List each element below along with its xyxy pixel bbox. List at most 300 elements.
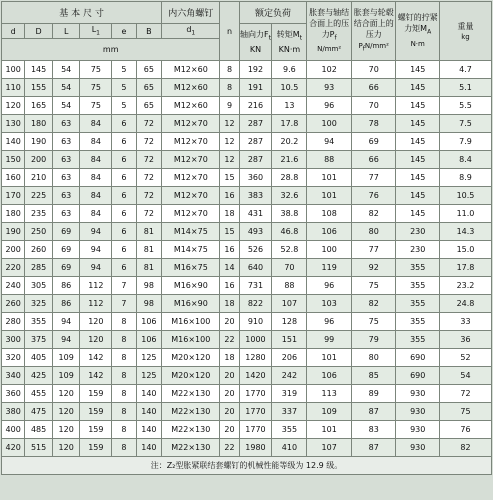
cell-axial-force: 1770 [239, 385, 272, 403]
cell-D: 190 [25, 133, 53, 151]
cell-tightening-torque: 930 [396, 385, 439, 403]
table-row [2, 187, 492, 205]
cell-e: 8 [112, 331, 136, 349]
cell-tightening-torque: 355 [396, 259, 439, 277]
cell-axial-force: 287 [239, 151, 272, 169]
cell-shaft-pressure: 96 [307, 313, 352, 331]
cell-B: 72 [136, 205, 161, 223]
cell-n: 20 [220, 313, 239, 331]
cell-hub-pressure: 82 [351, 205, 396, 223]
cell-bolt: M20×120 [162, 367, 220, 385]
cell-L: 69 [52, 241, 80, 259]
cell-hub-pressure: 70 [351, 61, 396, 79]
cell-L: 120 [52, 439, 80, 457]
table-row [2, 421, 492, 439]
cell-hub-pressure: 76 [351, 187, 396, 205]
header-torque-unit: N·m [410, 39, 425, 48]
cell-bolt: M14×75 [162, 223, 220, 241]
cell-torque: 10.5 [272, 79, 307, 97]
header-axial-force: 轴向力$F_t$ KN [239, 24, 272, 61]
cell-bolt: M14×75 [162, 241, 220, 259]
cell-hub-pressure: 77 [351, 169, 396, 187]
cell-axial-force: 1770 [239, 403, 272, 421]
cell-axial-force: 1280 [239, 349, 272, 367]
cell-torque: 410 [272, 439, 307, 457]
cell-tightening-torque: 145 [396, 79, 439, 97]
cell-n: 22 [220, 331, 239, 349]
cell-tightening-torque: 230 [396, 241, 439, 259]
cell-torque: 337 [272, 403, 307, 421]
cell-weight: 5.1 [439, 79, 491, 97]
cell-L1: 112 [80, 277, 112, 295]
cell-L1: 142 [80, 349, 112, 367]
cell-torque: 242 [272, 367, 307, 385]
cell-L1: 75 [80, 79, 112, 97]
cell-hub-pressure: 70 [351, 97, 396, 115]
cell-axial-force: 191 [239, 79, 272, 97]
cell-torque: 70 [272, 259, 307, 277]
cell-n: 16 [220, 241, 239, 259]
header-n: n [220, 2, 239, 61]
cell-L: 69 [52, 259, 80, 277]
table-row [2, 241, 492, 259]
cell-n: 20 [220, 385, 239, 403]
cell-L1: 112 [80, 295, 112, 313]
cell-B: 140 [136, 403, 161, 421]
cell-n: 20 [220, 403, 239, 421]
cell-n: 20 [220, 421, 239, 439]
unit-mm: mm [2, 39, 220, 61]
cell-B: 81 [136, 259, 161, 277]
cell-tightening-torque: 690 [396, 367, 439, 385]
table-row [2, 133, 492, 151]
cell-L1: 159 [80, 439, 112, 457]
cell-shaft-pressure: 96 [307, 97, 352, 115]
cell-tightening-torque: 690 [396, 349, 439, 367]
cell-L: 54 [52, 97, 80, 115]
cell-hub-pressure: 87 [351, 439, 396, 457]
cell-axial-force: 1420 [239, 367, 272, 385]
cell-n: 14 [220, 259, 239, 277]
cell-L: 120 [52, 421, 80, 439]
header-axial-force-unit: KN [249, 44, 262, 54]
header-hub-pressure: 胀套与轮毂结合面上的压力 $P_fN$/mm² [351, 2, 396, 61]
cell-bolt: M22×130 [162, 385, 220, 403]
cell-d: 280 [2, 313, 25, 331]
cell-L: 63 [52, 205, 80, 223]
cell-bolt: M16×75 [162, 259, 220, 277]
cell-weight: 82 [439, 439, 491, 457]
header-torque-mt: 转矩$M_t$ KN·m [272, 24, 307, 61]
col-e: e [112, 24, 136, 39]
table-row [2, 97, 492, 115]
cell-axial-force: 431 [239, 205, 272, 223]
cell-D: 165 [25, 97, 53, 115]
cell-B: 106 [136, 331, 161, 349]
col-d1: $d_1$ [162, 24, 220, 39]
cell-d: 100 [2, 61, 25, 79]
cell-e: 6 [112, 241, 136, 259]
cell-tightening-torque: 145 [396, 97, 439, 115]
cell-n: 18 [220, 205, 239, 223]
cell-weight: 7.5 [439, 115, 491, 133]
cell-B: 125 [136, 349, 161, 367]
cell-L1: 75 [80, 61, 112, 79]
cell-D: 145 [25, 61, 53, 79]
cell-bolt: M12×70 [162, 205, 220, 223]
cell-D: 210 [25, 169, 53, 187]
cell-d: 260 [2, 295, 25, 313]
cell-L: 63 [52, 187, 80, 205]
header-hub-pressure-unit2: N/mm² [364, 42, 389, 51]
table-row [2, 259, 492, 277]
cell-axial-force: 731 [239, 277, 272, 295]
cell-hub-pressure: 69 [351, 133, 396, 151]
cell-tightening-torque: 145 [396, 205, 439, 223]
cell-weight: 76 [439, 421, 491, 439]
cell-tightening-torque: 355 [396, 313, 439, 331]
cell-axial-force: 493 [239, 223, 272, 241]
cell-D: 235 [25, 205, 53, 223]
cell-hub-pressure: 80 [351, 349, 396, 367]
table-note: 注：Z₂型胀紧联结套螺钉的机械性能等级为 12.9 级。 [2, 457, 492, 475]
cell-L: 120 [52, 385, 80, 403]
cell-L: 109 [52, 367, 80, 385]
cell-D: 375 [25, 331, 53, 349]
cell-D: 225 [25, 187, 53, 205]
col-L: L [52, 24, 80, 39]
cell-n: 16 [220, 277, 239, 295]
cell-weight: 72 [439, 385, 491, 403]
cell-B: 98 [136, 295, 161, 313]
cell-L1: 84 [80, 133, 112, 151]
cell-D: 260 [25, 241, 53, 259]
cell-hub-pressure: 77 [351, 241, 396, 259]
cell-hub-pressure: 83 [351, 421, 396, 439]
header-rated-load: 额定负荷 [239, 2, 307, 24]
col-L1: $L_1$ [80, 24, 112, 39]
cell-n: 9 [220, 97, 239, 115]
cell-bolt: M16×100 [162, 313, 220, 331]
cell-D: 200 [25, 151, 53, 169]
cell-weight: 5.5 [439, 97, 491, 115]
cell-bolt: M12×70 [162, 187, 220, 205]
cell-axial-force: 1000 [239, 331, 272, 349]
cell-bolt: M12×60 [162, 97, 220, 115]
cell-e: 8 [112, 385, 136, 403]
header-axial-force-text: 轴向力F [239, 30, 269, 40]
cell-weight: 8.9 [439, 169, 491, 187]
cell-D: 285 [25, 259, 53, 277]
cell-e: 6 [112, 115, 136, 133]
table-row [2, 385, 492, 403]
cell-weight: 7.9 [439, 133, 491, 151]
table-row [2, 151, 492, 169]
cell-weight: 36 [439, 331, 491, 349]
header-torque: 螺钉的拧紧力矩$M_A$ N·m [396, 2, 439, 61]
cell-weight: 23.2 [439, 277, 491, 295]
header-weight-text: 重量 [457, 22, 474, 31]
cell-torque: 28.8 [272, 169, 307, 187]
table-row [2, 295, 492, 313]
cell-tightening-torque: 145 [396, 151, 439, 169]
cell-L: 63 [52, 115, 80, 133]
cell-hub-pressure: 87 [351, 403, 396, 421]
cell-d: 180 [2, 205, 25, 223]
cell-D: 475 [25, 403, 53, 421]
cell-shaft-pressure: 109 [307, 403, 352, 421]
cell-hub-pressure: 80 [351, 223, 396, 241]
cell-n: 8 [220, 79, 239, 97]
cell-L1: 159 [80, 421, 112, 439]
cell-d: 140 [2, 133, 25, 151]
spec-table [1, 1, 492, 475]
cell-torque: 20.2 [272, 133, 307, 151]
cell-torque: 151 [272, 331, 307, 349]
header-hub-pressure-text: 胀套与轮毂结合面上的压力 [353, 8, 394, 40]
table-row [2, 277, 492, 295]
cell-shaft-pressure: 100 [307, 115, 352, 133]
header-torque-text: 螺钉的拧紧力矩M [397, 13, 438, 34]
cell-n: 15 [220, 223, 239, 241]
col-D: D [25, 24, 53, 39]
cell-tightening-torque: 145 [396, 169, 439, 187]
cell-weight: 8.4 [439, 151, 491, 169]
cell-weight: 4.7 [439, 61, 491, 79]
cell-B: 81 [136, 223, 161, 241]
cell-shaft-pressure: 107 [307, 439, 352, 457]
cell-tightening-torque: 145 [396, 115, 439, 133]
cell-shaft-pressure: 101 [307, 349, 352, 367]
table-row [2, 61, 492, 79]
cell-hub-pressure: 66 [351, 79, 396, 97]
cell-L1: 84 [80, 151, 112, 169]
cell-L: 86 [52, 295, 80, 313]
cell-hub-pressure: 89 [351, 385, 396, 403]
cell-D: 155 [25, 79, 53, 97]
cell-tightening-torque: 930 [396, 439, 439, 457]
cell-D: 425 [25, 367, 53, 385]
cell-d: 190 [2, 223, 25, 241]
cell-tightening-torque: 145 [396, 61, 439, 79]
cell-e: 8 [112, 439, 136, 457]
cell-d: 300 [2, 331, 25, 349]
cell-L1: 84 [80, 205, 112, 223]
cell-bolt: M12×70 [162, 115, 220, 133]
cell-axial-force: 287 [239, 133, 272, 151]
cell-shaft-pressure: 94 [307, 133, 352, 151]
cell-axial-force: 192 [239, 61, 272, 79]
col-B: B [136, 24, 161, 39]
cell-bolt: M12×70 [162, 169, 220, 187]
cell-shaft-pressure: 93 [307, 79, 352, 97]
cell-weight: 33 [439, 313, 491, 331]
cell-axial-force: 822 [239, 295, 272, 313]
cell-shaft-pressure: 88 [307, 151, 352, 169]
cell-d: 110 [2, 79, 25, 97]
cell-D: 305 [25, 277, 53, 295]
table-row [2, 439, 492, 457]
cell-torque: 46.8 [272, 223, 307, 241]
cell-tightening-torque: 930 [396, 421, 439, 439]
cell-shaft-pressure: 96 [307, 277, 352, 295]
cell-d: 120 [2, 97, 25, 115]
cell-B: 125 [136, 367, 161, 385]
cell-L1: 120 [80, 331, 112, 349]
cell-B: 72 [136, 133, 161, 151]
cell-e: 6 [112, 187, 136, 205]
cell-hub-pressure: 85 [351, 367, 396, 385]
cell-e: 8 [112, 313, 136, 331]
cell-n: 18 [220, 349, 239, 367]
cell-shaft-pressure: 102 [307, 61, 352, 79]
cell-n: 12 [220, 151, 239, 169]
cell-d: 360 [2, 385, 25, 403]
cell-e: 6 [112, 169, 136, 187]
cell-e: 6 [112, 151, 136, 169]
cell-e: 8 [112, 349, 136, 367]
cell-torque: 32.6 [272, 187, 307, 205]
cell-tightening-torque: 145 [396, 187, 439, 205]
cell-D: 515 [25, 439, 53, 457]
cell-D: 405 [25, 349, 53, 367]
cell-axial-force: 287 [239, 115, 272, 133]
cell-torque: 17.8 [272, 115, 307, 133]
cell-torque: 88 [272, 277, 307, 295]
cell-e: 5 [112, 97, 136, 115]
header-weight-unit: kg [461, 33, 470, 41]
cell-B: 81 [136, 241, 161, 259]
cell-axial-force: 383 [239, 187, 272, 205]
cell-weight: 52 [439, 349, 491, 367]
cell-shaft-pressure: 101 [307, 187, 352, 205]
cell-B: 98 [136, 277, 161, 295]
cell-L1: 94 [80, 259, 112, 277]
cell-n: 16 [220, 187, 239, 205]
cell-bolt: M16×90 [162, 295, 220, 313]
table-row [2, 79, 492, 97]
cell-L: 109 [52, 349, 80, 367]
cell-weight: 14.3 [439, 223, 491, 241]
cell-L: 94 [52, 331, 80, 349]
cell-bolt: M12×60 [162, 61, 220, 79]
col-d1-text: d [186, 25, 192, 35]
cell-d: 320 [2, 349, 25, 367]
header-shaft-pressure-text: 胀套与轴结合面上的压力P [309, 7, 350, 39]
cell-e: 6 [112, 259, 136, 277]
cell-torque: 21.6 [272, 151, 307, 169]
cell-L1: 159 [80, 385, 112, 403]
cell-B: 72 [136, 187, 161, 205]
cell-L: 94 [52, 313, 80, 331]
cell-d: 220 [2, 259, 25, 277]
cell-tightening-torque: 230 [396, 223, 439, 241]
cell-B: 140 [136, 421, 161, 439]
cell-B: 106 [136, 313, 161, 331]
cell-e: 6 [112, 133, 136, 151]
cell-shaft-pressure: 100 [307, 241, 352, 259]
cell-B: 72 [136, 169, 161, 187]
cell-shaft-pressure: 106 [307, 367, 352, 385]
cell-torque: 206 [272, 349, 307, 367]
cell-bolt: M16×100 [162, 331, 220, 349]
cell-hub-pressure: 79 [351, 331, 396, 349]
cell-shaft-pressure: 113 [307, 385, 352, 403]
cell-weight: 75 [439, 403, 491, 421]
cell-d: 380 [2, 403, 25, 421]
cell-n: 12 [220, 133, 239, 151]
cell-torque: 52.8 [272, 241, 307, 259]
cell-bolt: M20×120 [162, 349, 220, 367]
cell-torque: 13 [272, 97, 307, 115]
cell-n: 12 [220, 115, 239, 133]
cell-n: 18 [220, 295, 239, 313]
cell-torque: 38.8 [272, 205, 307, 223]
cell-L: 63 [52, 151, 80, 169]
cell-hub-pressure: 78 [351, 115, 396, 133]
header-bolt: 内六角螺钉 [162, 2, 220, 24]
header-hub-pressure-unit: P [358, 42, 363, 51]
cell-e: 8 [112, 403, 136, 421]
table-row [2, 367, 492, 385]
cell-torque: 319 [272, 385, 307, 403]
cell-torque: 107 [272, 295, 307, 313]
cell-L: 69 [52, 223, 80, 241]
cell-bolt: M22×130 [162, 403, 220, 421]
cell-D: 325 [25, 295, 53, 313]
cell-L: 54 [52, 61, 80, 79]
cell-bolt: M12×60 [162, 79, 220, 97]
cell-L: 63 [52, 133, 80, 151]
cell-tightening-torque: 145 [396, 133, 439, 151]
cell-B: 65 [136, 79, 161, 97]
cell-B: 72 [136, 115, 161, 133]
table-row [2, 115, 492, 133]
cell-bolt: M22×130 [162, 439, 220, 457]
cell-L1: 142 [80, 367, 112, 385]
cell-weight: 15.0 [439, 241, 491, 259]
cell-L1: 94 [80, 241, 112, 259]
header-torque-mt-unit: KN·m [278, 44, 301, 54]
cell-axial-force: 640 [239, 259, 272, 277]
cell-tightening-torque: 355 [396, 295, 439, 313]
cell-e: 7 [112, 277, 136, 295]
cell-weight: 17.8 [439, 259, 491, 277]
cell-D: 355 [25, 313, 53, 331]
header-shaft-pressure: 胀套与轴结合面上的压力$P_f$ N/mm² [307, 2, 352, 61]
cell-weight: 24.8 [439, 295, 491, 313]
cell-axial-force: 910 [239, 313, 272, 331]
cell-tightening-torque: 355 [396, 331, 439, 349]
cell-e: 8 [112, 367, 136, 385]
table-row [2, 223, 492, 241]
cell-L1: 94 [80, 223, 112, 241]
col-L1-text: L [91, 25, 97, 35]
cell-shaft-pressure: 99 [307, 331, 352, 349]
cell-d: 160 [2, 169, 25, 187]
table-row [2, 313, 492, 331]
cell-n: 8 [220, 61, 239, 79]
cell-d: 400 [2, 421, 25, 439]
cell-shaft-pressure: 108 [307, 205, 352, 223]
cell-tightening-torque: 355 [396, 277, 439, 295]
cell-L1: 120 [80, 313, 112, 331]
cell-shaft-pressure: 103 [307, 295, 352, 313]
cell-B: 72 [136, 151, 161, 169]
cell-d: 340 [2, 367, 25, 385]
cell-axial-force: 216 [239, 97, 272, 115]
cell-hub-pressure: 75 [351, 313, 396, 331]
